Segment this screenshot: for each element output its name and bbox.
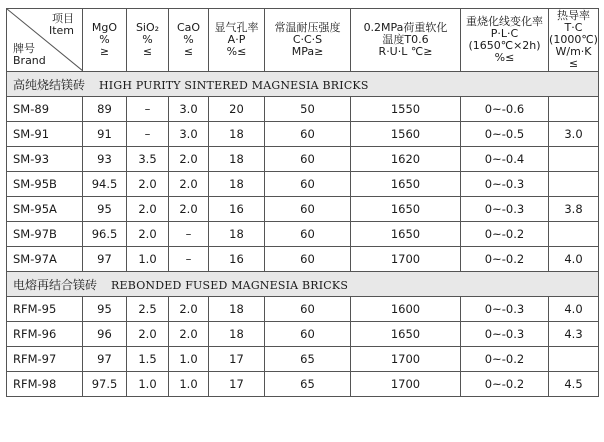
value-cell: 65 — [265, 372, 351, 397]
value-cell: 97 — [83, 347, 127, 372]
item-brand-header — [7, 9, 83, 72]
value-cell: 1650 — [351, 197, 461, 222]
brand-cell: SM-97A — [7, 247, 83, 272]
value-cell: 94.5 — [83, 172, 127, 197]
value-cell: 0~-0.2 — [461, 222, 549, 247]
brand-cell: RFM-98 — [7, 372, 83, 397]
value-cell: 60 — [265, 297, 351, 322]
value-cell: 1.5 — [127, 347, 169, 372]
value-cell: 2.0 — [127, 322, 169, 347]
value-cell: 18 — [209, 222, 265, 247]
value-cell: 18 — [209, 172, 265, 197]
value-cell: – — [169, 222, 209, 247]
value-cell: 16 — [209, 247, 265, 272]
value-cell: 60 — [265, 122, 351, 147]
value-cell: 2.0 — [127, 197, 169, 222]
value-cell: 60 — [265, 247, 351, 272]
value-cell: 3.0 — [169, 97, 209, 122]
value-cell: 50 — [265, 97, 351, 122]
value-cell — [549, 97, 599, 122]
col-header-cao: CaO % ≤ — [169, 9, 209, 72]
value-cell: 60 — [265, 222, 351, 247]
value-cell: 1700 — [351, 372, 461, 397]
section-title-en: HIGH PURITY SINTERED MAGNESIA BRICKS — [99, 78, 369, 92]
value-cell: 16 — [209, 197, 265, 222]
value-cell: 18 — [209, 322, 265, 347]
value-cell: 97 — [83, 247, 127, 272]
properties-table — [6, 8, 599, 397]
value-cell — [549, 147, 599, 172]
brand-cell: RFM-95 — [7, 297, 83, 322]
value-cell: 17 — [209, 347, 265, 372]
value-cell: 2.0 — [169, 322, 209, 347]
value-cell: 2.0 — [169, 147, 209, 172]
value-cell: 0~-0.3 — [461, 197, 549, 222]
value-cell: 1.0 — [127, 372, 169, 397]
value-cell: 0~-0.3 — [461, 297, 549, 322]
value-cell: 1650 — [351, 322, 461, 347]
value-cell: 4.5 — [549, 372, 599, 397]
brand-cell: SM-89 — [7, 97, 83, 122]
value-cell: 2.0 — [169, 297, 209, 322]
value-cell: 18 — [209, 122, 265, 147]
value-cell: 1700 — [351, 347, 461, 372]
value-cell: 0~-0.2 — [461, 347, 549, 372]
value-cell: 95 — [83, 297, 127, 322]
value-cell — [549, 347, 599, 372]
value-cell: 18 — [209, 297, 265, 322]
value-cell: 4.0 — [549, 297, 599, 322]
section-title — [7, 72, 599, 97]
value-cell: 95 — [83, 197, 127, 222]
value-cell: 65 — [265, 347, 351, 372]
table-row — [7, 247, 599, 272]
col-header-rul: 0.2MPa荷重软化 温度T0.6 R·U·L ℃≥ — [351, 9, 461, 72]
value-cell: 0~-0.4 — [461, 147, 549, 172]
col-header-mgo: MgO % ≥ — [83, 9, 127, 72]
value-cell: 0~-0.3 — [461, 172, 549, 197]
value-cell: 2.0 — [169, 197, 209, 222]
value-cell: 96.5 — [83, 222, 127, 247]
brand-cell: SM-93 — [7, 147, 83, 172]
value-cell: 0~-0.3 — [461, 322, 549, 347]
table-row — [7, 97, 599, 122]
section-title-en: REBONDED FUSED MAGNESIA BRICKS — [111, 278, 349, 292]
value-cell: 18 — [209, 147, 265, 172]
value-cell: 0~-0.2 — [461, 372, 549, 397]
value-cell: 0~-0.6 — [461, 97, 549, 122]
table-row — [7, 372, 599, 397]
value-cell: 2.0 — [127, 222, 169, 247]
value-cell: 1600 — [351, 297, 461, 322]
brand-label: 牌号 Brand — [13, 42, 46, 67]
value-cell: 0~-0.5 — [461, 122, 549, 147]
value-cell: – — [169, 247, 209, 272]
value-cell: 1700 — [351, 247, 461, 272]
value-cell: 96 — [83, 322, 127, 347]
table-body — [7, 72, 599, 397]
value-cell: 4.0 — [549, 247, 599, 272]
section-title-cn: 高纯烧结镁砖 — [13, 77, 86, 92]
value-cell: 91 — [83, 122, 127, 147]
value-cell: 3.8 — [549, 197, 599, 222]
value-cell — [549, 172, 599, 197]
value-cell: 60 — [265, 197, 351, 222]
brand-cell: SM-91 — [7, 122, 83, 147]
section-header-row — [7, 272, 599, 297]
table-row — [7, 172, 599, 197]
value-cell: – — [127, 97, 169, 122]
brand-cell: RFM-96 — [7, 322, 83, 347]
brand-cell: SM-97B — [7, 222, 83, 247]
value-cell: 3.5 — [127, 147, 169, 172]
value-cell: 60 — [265, 147, 351, 172]
col-header-sio2: SiO₂ % ≤ — [127, 9, 169, 72]
table-row — [7, 147, 599, 172]
value-cell: 1650 — [351, 222, 461, 247]
value-cell: 2.0 — [169, 172, 209, 197]
col-header-porosity: 显气孔率 A·P %≤ — [209, 9, 265, 72]
value-cell: 1560 — [351, 122, 461, 147]
section-title — [7, 272, 599, 297]
value-cell: 1620 — [351, 147, 461, 172]
value-cell: 0~-0.2 — [461, 247, 549, 272]
value-cell: 1.0 — [127, 247, 169, 272]
col-header-ccs: 常温耐压强度 C·C·S MPa≥ — [265, 9, 351, 72]
value-cell: 1.0 — [169, 372, 209, 397]
table-row — [7, 197, 599, 222]
value-cell: 20 — [209, 97, 265, 122]
value-cell: 2.0 — [127, 172, 169, 197]
brand-cell: RFM-97 — [7, 347, 83, 372]
value-cell — [549, 222, 599, 247]
value-cell: 3.0 — [549, 122, 599, 147]
value-cell: 1650 — [351, 172, 461, 197]
value-cell: 3.0 — [169, 122, 209, 147]
value-cell: – — [127, 122, 169, 147]
col-header-thermal-conductivity: 热导率T·C (1000℃) W/m·K ≤ — [549, 9, 598, 70]
section-title-cn: 电熔再结合镁砖 — [13, 277, 98, 292]
brand-cell: SM-95B — [7, 172, 83, 197]
value-cell: 2.5 — [127, 297, 169, 322]
value-cell: 1550 — [351, 97, 461, 122]
header-row — [7, 9, 599, 72]
col-header-plc: 重烧化线变化率 P·L·C (1650℃×2h) %≤ — [461, 9, 549, 72]
section-header-row — [7, 72, 599, 97]
value-cell: 1.0 — [169, 347, 209, 372]
value-cell: 60 — [265, 322, 351, 347]
value-cell: 93 — [83, 147, 127, 172]
brand-cell: SM-95A — [7, 197, 83, 222]
value-cell: 89 — [83, 97, 127, 122]
item-label: 项目 Item — [48, 12, 74, 37]
table-row — [7, 122, 599, 147]
value-cell: 97.5 — [83, 372, 127, 397]
table-row — [7, 322, 599, 347]
value-cell: 60 — [265, 172, 351, 197]
value-cell: 4.3 — [549, 322, 599, 347]
table-row — [7, 297, 599, 322]
table-row — [7, 222, 599, 247]
table-row — [7, 347, 599, 372]
value-cell: 17 — [209, 372, 265, 397]
